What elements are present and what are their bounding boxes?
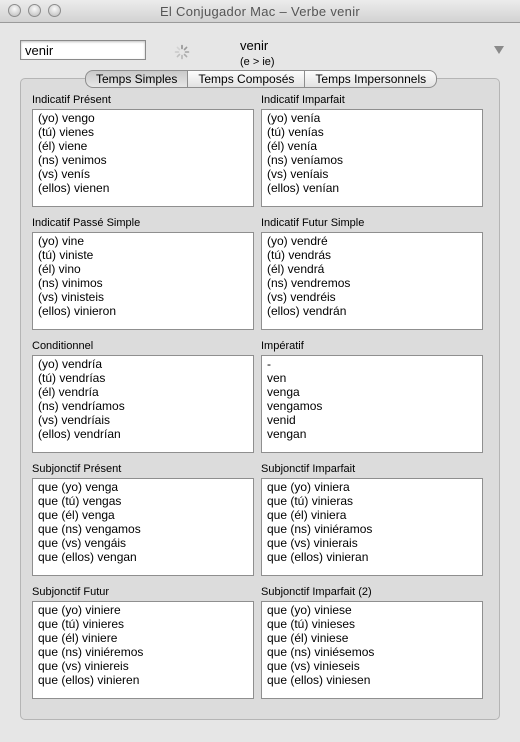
- list-item: (tú) venías: [267, 125, 324, 139]
- tab-temps-impersonnels[interactable]: Temps Impersonnels: [305, 70, 437, 88]
- list-item: que (tú) vengas: [38, 494, 122, 508]
- list-item: que (yo) viniese: [267, 603, 352, 617]
- list-item: que (él) viniere: [38, 631, 118, 645]
- conjugation-list[interactable]: [32, 355, 254, 453]
- title-bar: [0, 0, 520, 23]
- list-item: que (ellos) vengan: [38, 550, 137, 564]
- list-item: (él) vendrá: [267, 262, 325, 276]
- list-item: (vs) veníais: [267, 167, 329, 181]
- section-title: Indicatif Imparfait: [261, 94, 345, 106]
- list-item: (ellos) vendrán: [267, 304, 347, 318]
- list-item: (yo) venía: [267, 111, 321, 125]
- list-item: (él) venía: [267, 139, 318, 153]
- list-item: que (ellos) vinieren: [38, 673, 140, 687]
- conjugation-list[interactable]: [32, 232, 254, 330]
- list-item: -: [267, 357, 271, 371]
- list-item: que (ns) viniéramos: [267, 522, 373, 536]
- conjugation-list[interactable]: [32, 601, 254, 699]
- list-item: (ns) vinimos: [38, 276, 103, 290]
- list-item: (ellos) vienen: [38, 181, 110, 195]
- list-item: (ns) vendremos: [267, 276, 351, 290]
- list-item: que (tú) vinieses: [267, 617, 356, 631]
- list-item: (ellos) vinieron: [38, 304, 117, 318]
- list-item: (tú) vienes: [38, 125, 95, 139]
- list-item: que (ellos) vinieran: [267, 550, 369, 564]
- list-item: que (ellos) viniesen: [267, 673, 371, 687]
- list-item: que (él) venga: [38, 508, 115, 522]
- section-title: Subjonctif Présent: [32, 463, 122, 475]
- section-title: Indicatif Présent: [32, 94, 111, 106]
- list-item: que (vs) vinierais: [267, 536, 358, 550]
- list-item: (vs) vinisteis: [38, 290, 105, 304]
- list-item: (tú) vendrías: [38, 371, 106, 385]
- list-item: (ns) venimos: [38, 153, 107, 167]
- tab-temps-simples[interactable]: Temps Simples: [85, 70, 188, 88]
- list-item: (yo) vine: [38, 234, 85, 248]
- list-item: ven: [267, 371, 287, 385]
- list-item: (él) viene: [38, 139, 88, 153]
- section-title: Indicatif Futur Simple: [261, 217, 365, 229]
- list-item: que (vs) vengáis: [38, 536, 127, 550]
- list-item: (yo) vengo: [38, 111, 95, 125]
- conjugation-list[interactable]: [32, 478, 254, 576]
- section-title: Conditionnel: [32, 340, 94, 352]
- list-item: (yo) vendría: [38, 357, 103, 371]
- list-item: (tú) viniste: [38, 248, 94, 262]
- list-item: (ellos) vendrían: [38, 427, 121, 441]
- list-item: (vs) venís: [38, 167, 91, 181]
- list-item: (vs) vendríais: [38, 413, 111, 427]
- list-item: que (yo) viniera: [267, 480, 350, 494]
- list-item: venid: [267, 413, 296, 427]
- list-item: que (ns) vengamos: [38, 522, 141, 536]
- list-item: (él) vino: [38, 262, 81, 276]
- section-title: Indicatif Passé Simple: [32, 217, 141, 229]
- tense-tabs: [85, 70, 437, 88]
- conjugation-list[interactable]: [261, 232, 483, 330]
- window-title: El Conjugador Mac – Verbe venir: [159, 4, 361, 19]
- list-item: que (vs) vinieseis: [267, 659, 360, 673]
- conjugation-list[interactable]: [261, 109, 483, 207]
- list-item: que (tú) vinieres: [38, 617, 125, 631]
- list-item: (él) vendría: [38, 385, 99, 399]
- loading-spinner-icon: [174, 44, 190, 60]
- list-item: que (ns) viniéremos: [38, 645, 144, 659]
- tab-temps-composes[interactable]: Temps Composés: [188, 70, 305, 88]
- list-item: que (tú) vinieras: [267, 494, 354, 508]
- list-item: que (yo) venga: [38, 480, 119, 494]
- conjugation-list[interactable]: [261, 601, 483, 699]
- list-item: (ellos) venían: [267, 181, 340, 195]
- list-item: venga: [267, 385, 300, 399]
- list-item: que (ns) viniésemos: [267, 645, 375, 659]
- list-item: (tú) vendrás: [267, 248, 332, 262]
- conjugation-list[interactable]: [261, 478, 483, 576]
- list-item: vengamos: [267, 399, 323, 413]
- section-title: Impératif: [261, 340, 304, 352]
- list-item: que (vs) viniereis: [38, 659, 129, 673]
- conjugation-list[interactable]: [261, 355, 483, 453]
- verb-stem-change: (e > ie): [240, 56, 275, 68]
- list-item: (ns) veníamos: [267, 153, 344, 167]
- disclosure-triangle-icon[interactable]: [494, 46, 504, 54]
- section-title: Subjonctif Imparfait: [261, 463, 356, 475]
- section-title: Subjonctif Futur: [32, 586, 110, 598]
- list-item: que (yo) viniere: [38, 603, 121, 617]
- verb-infinitive: venir: [240, 38, 269, 53]
- list-item: (ns) vendríamos: [38, 399, 125, 413]
- conjugation-list[interactable]: [32, 109, 254, 207]
- list-item: (yo) vendré: [267, 234, 328, 248]
- list-item: vengan: [267, 427, 307, 441]
- list-item: (vs) vendréis: [267, 290, 336, 304]
- section-title: Subjonctif Imparfait (2): [261, 586, 372, 598]
- list-item: que (él) viniese: [267, 631, 349, 645]
- list-item: que (él) viniera: [267, 508, 347, 522]
- verb-search-input[interactable]: [20, 40, 146, 60]
